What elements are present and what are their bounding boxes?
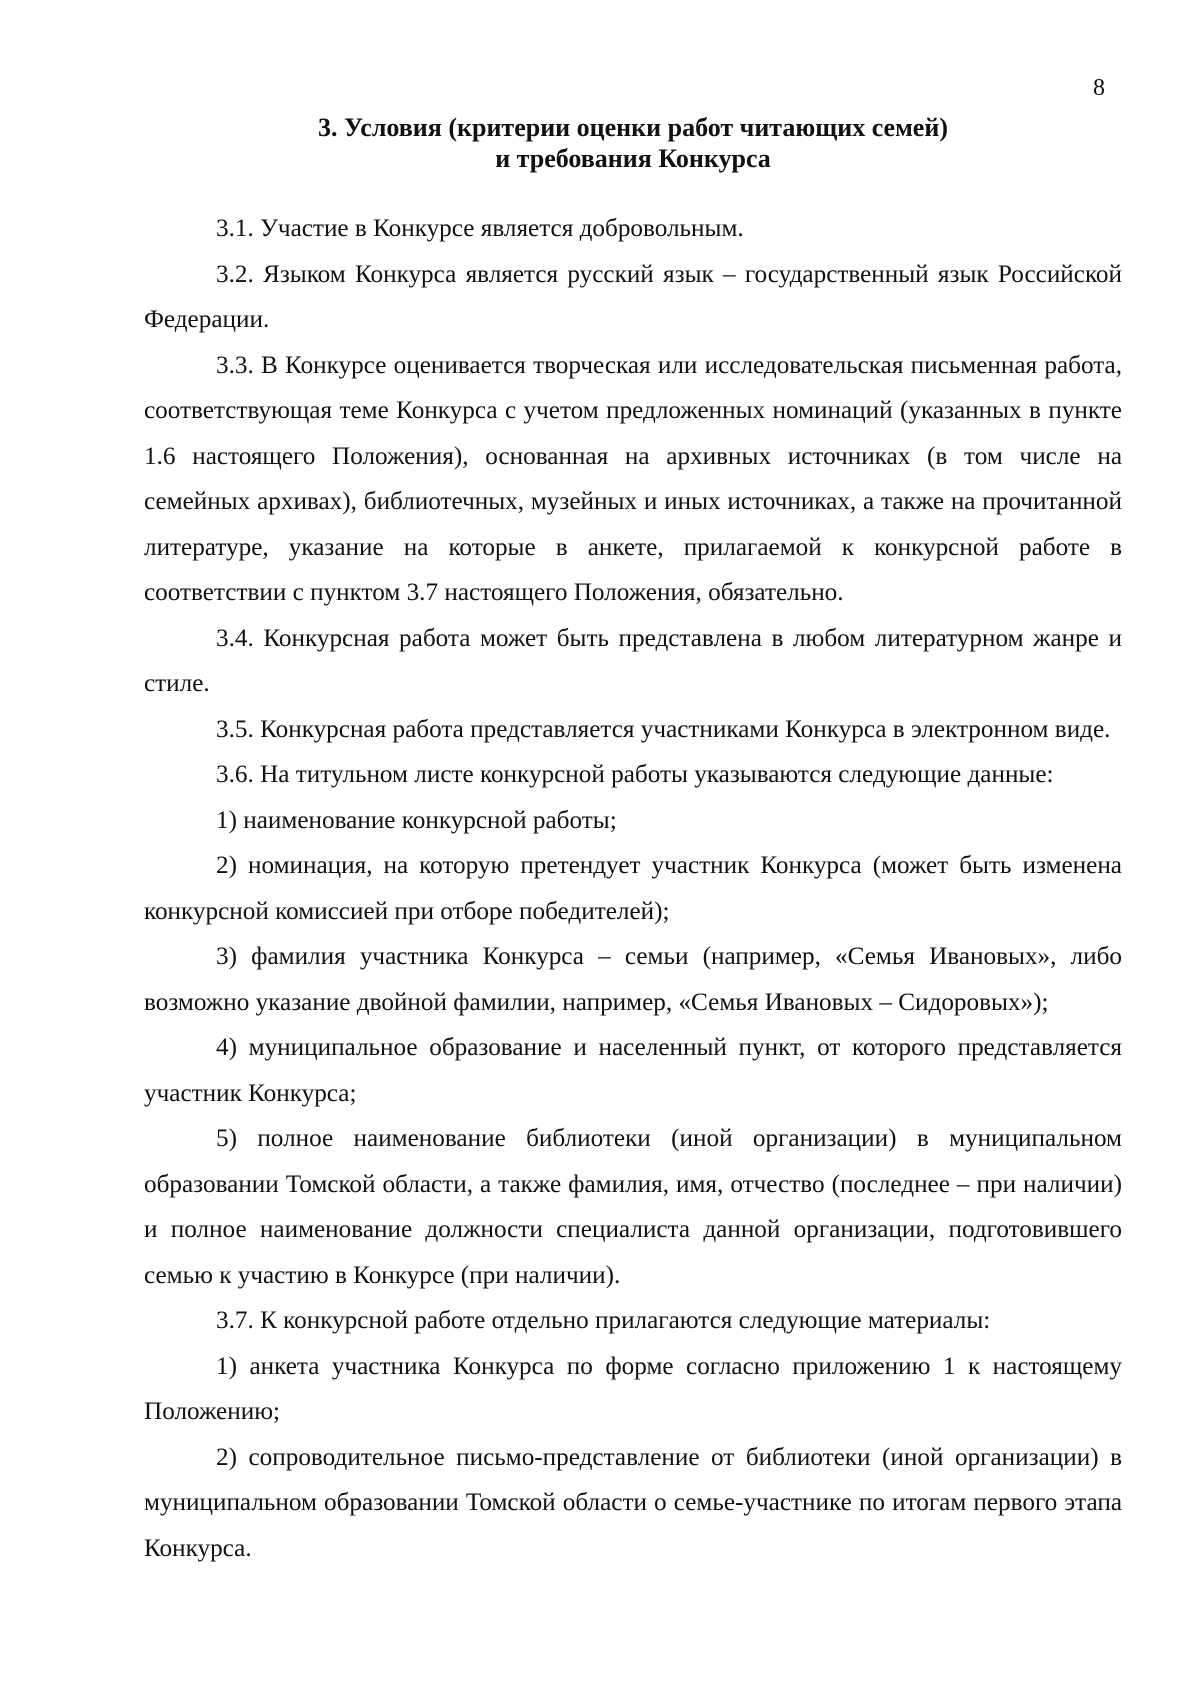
section-heading-line-2: и требования Конкурса — [495, 144, 771, 173]
list-item-3-6-5: 5) полное наименование библиотеки (иной организации) в муниципальном образовании Томской области, а также фамилия, имя, отчество (последнее – при наличии) и полное наименование должности специалиста данной организации, подготовившего семью к участию в Конкурсе (при наличии). — [144, 1125, 1122, 1289]
list-item-3-6-3: 3) фамилия участника Конкурса – семьи (например, «Семья Ивановых», либо возможно указание двойной фамилии, например, «Семья Ивановых – Сидоровых»); — [144, 943, 1122, 1016]
list-item-3-6-1: 1) наименование конкурсной работы; — [216, 806, 617, 834]
paragraph-3-6: 3.6. На титульном листе конкурсной работы указываются следующие данные: — [216, 761, 1054, 788]
section-heading — [144, 112, 1122, 174]
list-item-3-7-2: 2) сопроводительное письмо-представление от библиотеки (иной организации) в муниципальном образовании Томской области о семье-участнике по итогам первого этапа Конкурса. — [144, 1443, 1122, 1562]
list-item-3-7-1: 1) анкета участника Конкурса по форме согласно приложению 1 к настоящему Положению; — [144, 1352, 1122, 1425]
section-heading-line-1: 3. Условия (критерии оценки работ читающих семей) — [318, 113, 948, 142]
list-item-3-6-4: 4) муниципальное образование и населенный пункт, от которого представляется участник Конкурса; — [144, 1034, 1122, 1107]
paragraph-3-4: 3.4. Конкурсная работа может быть представлена в любом литературном жанре и стиле. — [144, 624, 1122, 697]
paragraph-3-1: 3.1. Участие в Конкурсе является добровольным. — [216, 215, 744, 242]
paragraph-3-3: 3.3. В Конкурсе оценивается творческая или исследовательская письменная работа, соответствующая теме Конкурса с учетом предложенных номинаций (указанных в пункте 1.6 настоящего Положения), основанная на архивных источниках (в том числе на семейных архивах), библиотечных, музейных и иных источниках, а также на прочитанной литературе, указание на которые в анкете, прилагаемой к конкурсной работе в соответствии с пунктом 3.7 настоящего Положения, обязательно. — [144, 351, 1122, 606]
page-number: 8 — [1093, 75, 1105, 101]
document-body — [144, 112, 1122, 1571]
paragraph-3-7: 3.7. К конкурсной работе отдельно прилагаются следующие материалы: — [216, 1307, 991, 1334]
paragraph-3-2: 3.2. Языком Конкурса является русский язык – государственный язык Российской Федерации. — [144, 260, 1122, 333]
list-item-3-6-2: 2) номинация, на которую претендует участник Конкурса (может быть изменена конкурсной комиссией при отборе победителей); — [144, 852, 1122, 925]
paragraph-3-5: 3.5. Конкурсная работа представляется участниками Конкурса в электронном виде. — [216, 715, 1111, 743]
